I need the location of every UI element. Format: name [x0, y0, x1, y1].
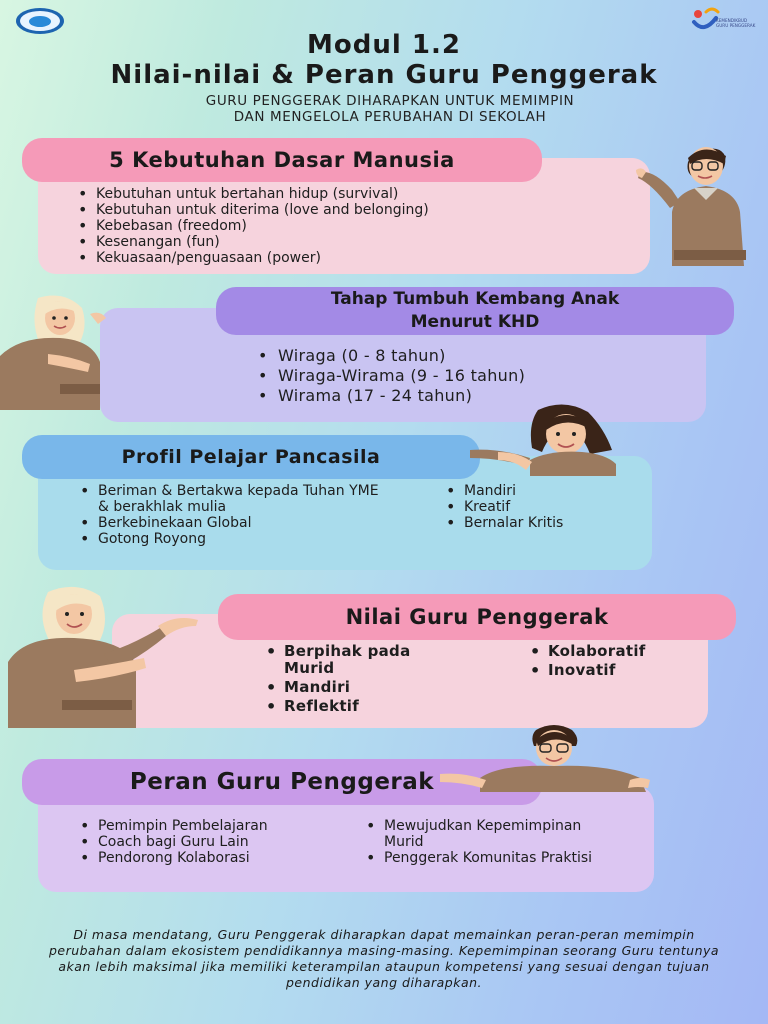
- section3-header: [22, 435, 480, 479]
- section2-header: [216, 287, 734, 335]
- teacher-hijab-illustration: [0, 292, 112, 410]
- section5-title: Peran Guru Penggerak: [129, 769, 435, 795]
- section1-header: [22, 138, 542, 182]
- list-item: • Bernalar Kritis: [442, 515, 642, 531]
- list-item: • Berpihak pada Murid: [262, 643, 452, 677]
- list-item: • Coach bagi Guru Lain: [76, 834, 376, 850]
- logo-text: KEMENDIKBUD GURU PENGGERAK: [716, 18, 756, 28]
- list-item: • Kreatif: [442, 499, 642, 515]
- section2-title-line2: Menurut KHD: [410, 312, 540, 332]
- section4-header: [218, 594, 736, 640]
- page-title-line2: Nilai-nilai & Peran Guru Penggerak: [110, 60, 658, 90]
- footer-text: Di masa mendatang, Guru Penggerak diharapkan dapat memainkan peran-peran memimpin perubahan dalam ekosistem pendidikannya masing-masing. Kepemimpinan seorang Guru tentunya akan lebih maksimal jika memiliki keterampilan ataupun kompetensi yang sesuai dengan tujuan pendidikan yang diharapkan.: [48, 927, 720, 990]
- list-item: • Penggerak Komunitas Praktisi: [362, 850, 602, 866]
- list-item: • Kekuasaan/penguasaan (power): [74, 250, 634, 266]
- section2-list: [254, 346, 694, 406]
- section3-title: Profil Pelajar Pancasila: [121, 446, 381, 468]
- list-item: • Wirama (17 - 24 tahun): [254, 386, 694, 406]
- list-item: • Mandiri: [262, 679, 482, 696]
- section5-right-list: [362, 818, 632, 866]
- list-item: • Wiraga-Wirama (9 - 16 tahun): [254, 366, 694, 386]
- list-item: • Reflektif: [262, 698, 482, 715]
- subtitle-line1: GURU PENGGERAK DIHARAPKAN UNTUK MEMIMPIN: [205, 93, 575, 109]
- section4-right-list: [526, 643, 706, 679]
- list-item: • Berkebinekaan Global: [76, 515, 406, 531]
- list-item: • Pendorong Kolaborasi: [76, 850, 376, 866]
- list-item: • Kebutuhan untuk diterima (love and belonging): [74, 202, 634, 218]
- list-item: • Mewujudkan Kepemimpinan Murid: [362, 818, 602, 850]
- list-item: • Kebebasan (freedom): [74, 218, 634, 234]
- teacher-female-illustration: [470, 402, 630, 476]
- list-item: • Inovatif: [526, 662, 706, 679]
- section1-title: 5 Kebutuhan Dasar Manusia: [109, 148, 455, 172]
- section3-right-list: [442, 483, 642, 531]
- list-item: • Pemimpin Pembelajaran: [76, 818, 376, 834]
- section4-left-list: [262, 643, 482, 715]
- teacher-male-peeking-illustration: [440, 722, 652, 792]
- section3-left-list: [76, 483, 406, 547]
- teacher-hijab-pointing-illustration: [4, 584, 200, 728]
- list-item: • Wiraga (0 - 8 tahun): [254, 346, 694, 366]
- subtitle-line2: DAN MENGELOLA PERUBAHAN DI SEKOLAH: [233, 109, 547, 125]
- section4-title: Nilai Guru Penggerak: [345, 605, 609, 629]
- teacher-male-illustration: [632, 142, 750, 266]
- list-item: • Kebutuhan untuk bertahan hidup (survival): [74, 186, 634, 202]
- list-item: • Gotong Royong: [76, 531, 406, 547]
- list-item: • Beriman & Bertakwa kepada Tuhan YME & berakhlak mulia: [76, 483, 386, 515]
- list-item: • Kesenangan (fun): [74, 234, 634, 250]
- section5-left-list: [76, 818, 376, 866]
- section1-list: [74, 186, 634, 266]
- section2-title-line1: Tahap Tumbuh Kembang Anak: [330, 289, 620, 309]
- list-item: • Kolaboratif: [526, 643, 706, 660]
- list-item: • Mandiri: [442, 483, 642, 499]
- page-title: Modul 1.2: [307, 30, 461, 60]
